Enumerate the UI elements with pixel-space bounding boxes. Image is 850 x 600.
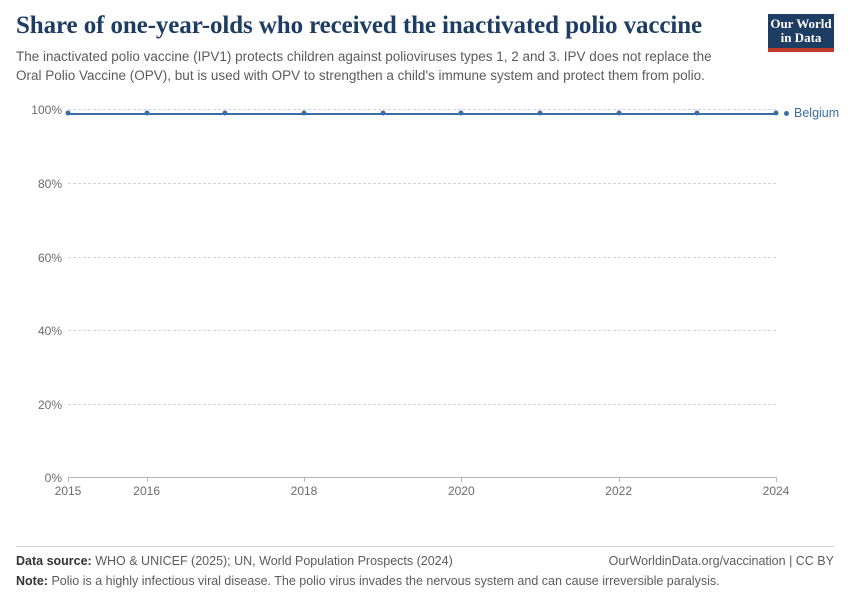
logo-line-2: in Data	[780, 30, 822, 46]
y-axis-tick-label: 100%	[31, 103, 62, 118]
note-text: Polio is a highly infectious viral disease. The polio virus invades the nervous system and can cause irreversible paralysis.	[51, 574, 720, 588]
page-title: Share of one-year-olds who received the inactivated polio vaccine	[16, 12, 703, 39]
data-source-label: Data source:	[16, 554, 92, 568]
data-point-marker[interactable]	[380, 110, 385, 115]
gridline	[37, 397, 776, 412]
gridline	[44, 471, 776, 486]
data-point-marker[interactable]	[223, 110, 228, 115]
data-point-marker[interactable]	[616, 110, 621, 115]
series-legend-label[interactable]	[784, 106, 839, 120]
x-axis-tick-label: 2016	[133, 484, 161, 499]
chart-subtitle: The inactivated polio vaccine (IPV1) protects children against polioviruses types 1, 2 and 3. IPV does not replace the Oral Polio Vaccine (OPV), but is used with OPV to strengthen a child's immune system and protect them from polio.	[16, 49, 712, 84]
data-point-marker[interactable]	[66, 110, 71, 115]
gridline	[31, 103, 776, 118]
legend-label-text: Belgium	[794, 105, 840, 120]
chart-area	[16, 99, 840, 509]
y-axis-tick-label: 60%	[37, 250, 62, 265]
x-axis-tick-label: 2015	[54, 484, 82, 499]
series-line[interactable]	[68, 113, 776, 115]
data-point-marker[interactable]	[538, 110, 543, 115]
chart-footer	[16, 546, 834, 588]
chart-note	[16, 574, 834, 588]
x-axis-tick-mark	[776, 477, 777, 482]
x-axis-tick-label: 2020	[447, 484, 475, 499]
data-source	[16, 554, 453, 568]
owid-link[interactable]: OurWorldinData.org/vaccination | CC BY	[608, 554, 834, 568]
footer-divider	[16, 546, 834, 547]
our-world-in-data-logo[interactable]	[768, 14, 834, 52]
data-point-marker[interactable]	[459, 110, 464, 115]
gridline	[37, 176, 776, 191]
y-axis-tick-label: 40%	[37, 324, 62, 339]
note-label: Note:	[16, 574, 48, 588]
data-point-marker[interactable]	[144, 110, 149, 115]
y-axis-tick-label: 20%	[37, 397, 62, 412]
data-point-marker[interactable]	[695, 110, 700, 115]
y-axis-tick-label: 0%	[44, 471, 62, 486]
gridline	[37, 250, 776, 265]
y-axis-tick-label: 80%	[37, 176, 62, 191]
x-axis	[54, 477, 790, 505]
plot-region	[31, 103, 840, 499]
gridline	[37, 324, 776, 339]
x-axis-tick-label: 2024	[762, 484, 790, 499]
x-axis-tick-label: 2018	[290, 484, 318, 499]
logo-line-1: Our World	[770, 16, 832, 31]
data-point-marker[interactable]	[302, 110, 307, 115]
chart-header	[16, 12, 834, 85]
data-point-marker[interactable]	[774, 110, 779, 115]
x-axis-tick-label: 2022	[605, 484, 633, 499]
legend-dot-icon	[784, 111, 789, 116]
data-source-text: WHO & UNICEF (2025); UN, World Population Prospects (2024)	[95, 554, 453, 568]
